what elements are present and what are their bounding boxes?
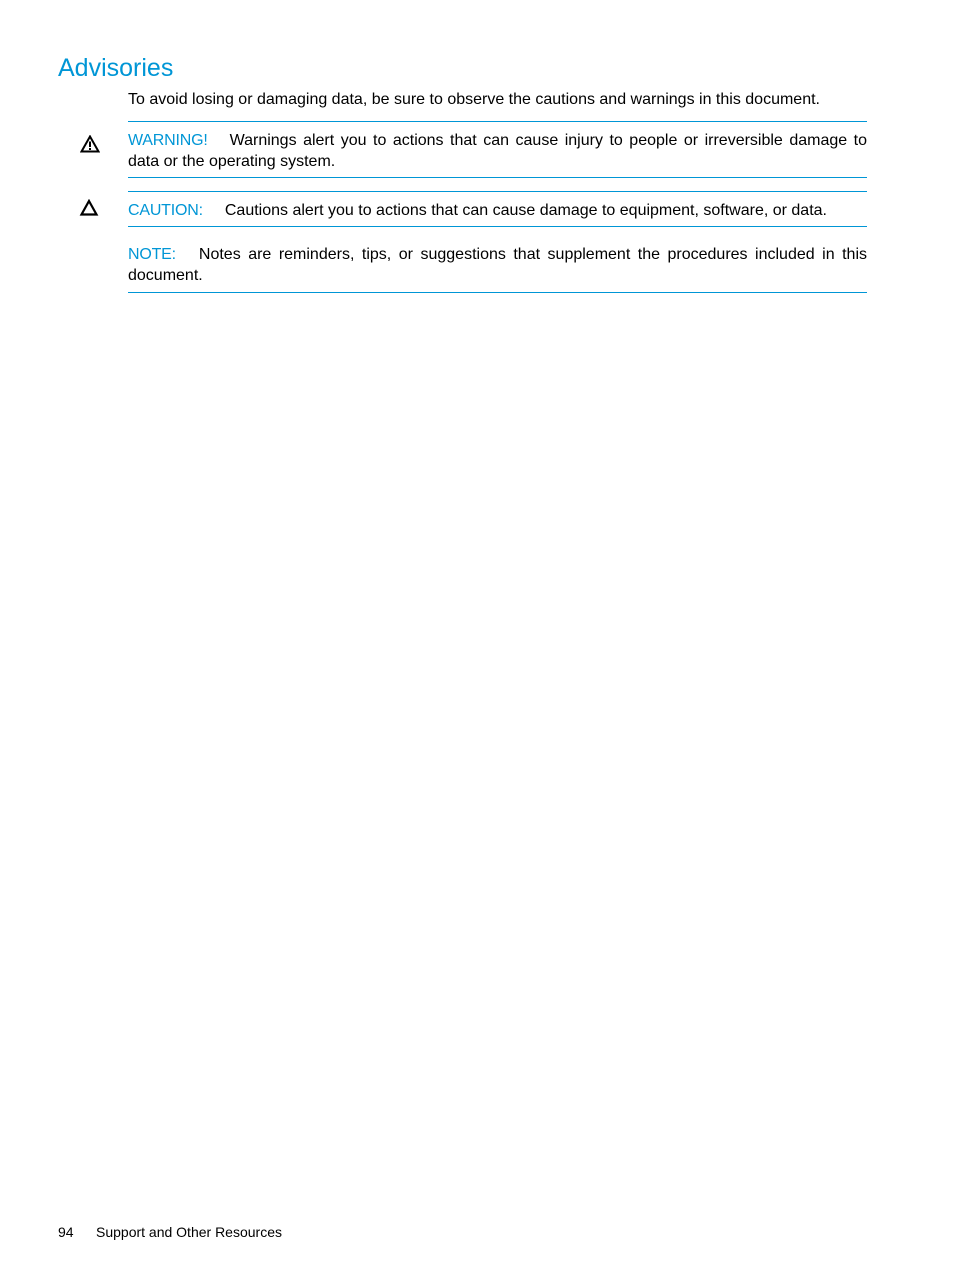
- page-footer: [58, 1222, 282, 1242]
- footer-section-name: Support and Other Resources: [96, 1224, 282, 1240]
- warning-label: WARNING!: [128, 132, 208, 149]
- caution-triangle-icon: [79, 199, 99, 217]
- warning-triangle-icon: [80, 135, 100, 153]
- warning-box: [128, 121, 867, 178]
- note-box: [128, 236, 867, 293]
- note-text: Notes are reminders, tips, or suggestions that supplement the procedures included in this document.: [128, 246, 867, 284]
- intro-paragraph: To avoid losing or damaging data, be sure to observe the cautions and warnings in this document.: [128, 91, 820, 108]
- caution-box: [128, 191, 867, 227]
- note-label: NOTE:: [128, 246, 176, 263]
- caution-text: Cautions alert you to actions that can cause damage to equipment, software, or data.: [224, 202, 827, 219]
- caution-paragraph: [128, 200, 867, 221]
- warning-text: Warnings alert you to actions that can cause injury to people or irreversible damage to data or the operating system.: [128, 132, 867, 170]
- caution-label: CAUTION:: [128, 202, 203, 219]
- warning-paragraph: [128, 130, 867, 172]
- section-title: Advisories: [58, 54, 174, 82]
- page-number: 94: [58, 1224, 74, 1240]
- note-paragraph: [128, 244, 867, 286]
